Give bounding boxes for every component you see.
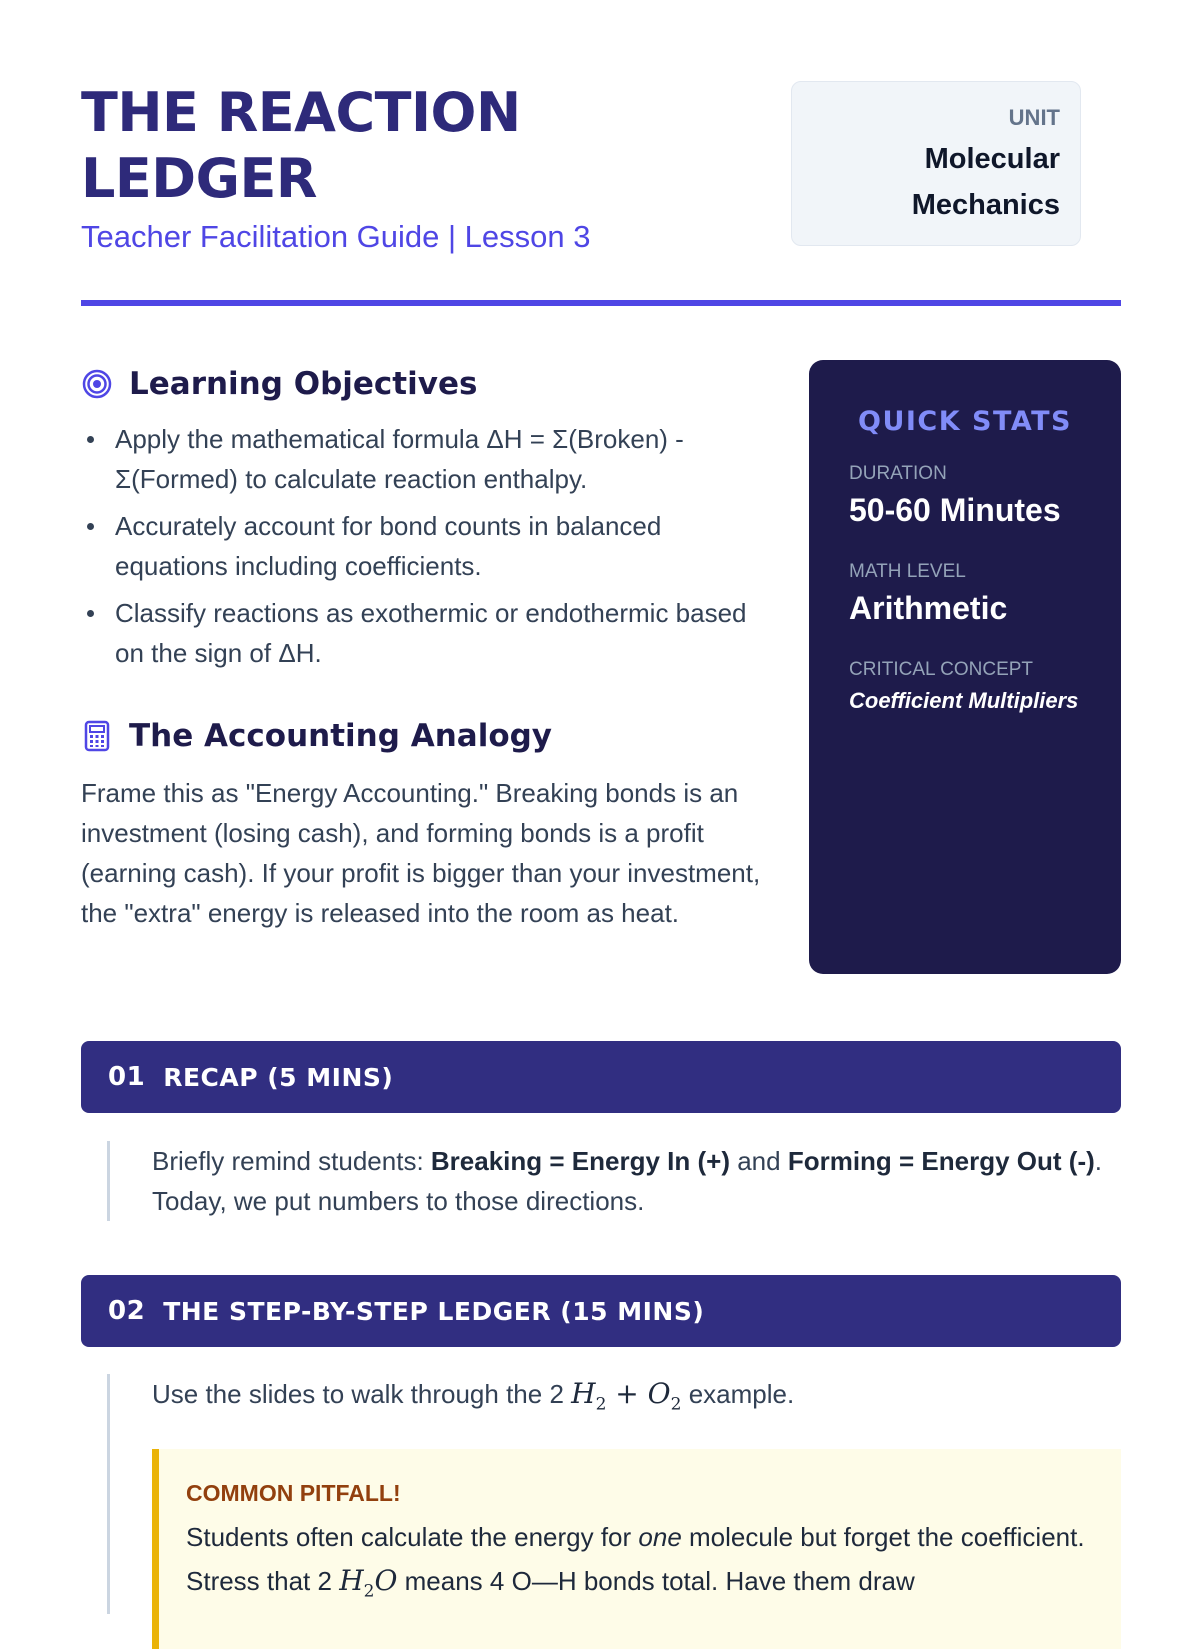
stat-label-math-level: MATH LEVEL xyxy=(849,561,966,582)
pitfall-equation xyxy=(339,1564,398,1602)
pitfall-callout xyxy=(152,1449,1121,1649)
recap-text xyxy=(152,1141,1121,1221)
section-title: RECAP (5 MINS) xyxy=(163,1062,394,1092)
analogy-heading-text: The Accounting Analogy xyxy=(129,718,553,754)
unit-value-line-1: Molecular xyxy=(924,143,1060,175)
target-icon xyxy=(81,368,113,400)
equation-o: O xyxy=(647,1377,671,1410)
equation-sub-1: 2 xyxy=(595,1394,607,1415)
ledger-body xyxy=(107,1374,1121,1614)
recap-body xyxy=(107,1141,1121,1221)
pitfall-equation-sub: 2 xyxy=(363,1581,375,1602)
section-number: 02 xyxy=(108,1296,146,1326)
title-line-2: LEDGER xyxy=(81,147,317,210)
ledger-text xyxy=(152,1374,1121,1425)
pitfall-equation-o: O xyxy=(374,1564,398,1597)
section-title: THE STEP-BY-STEP LEDGER (15 MINS) xyxy=(163,1296,705,1326)
section-band-ledger xyxy=(81,1275,1121,1347)
page-title xyxy=(81,80,701,212)
section-band-recap xyxy=(81,1041,1121,1113)
pitfall-text-2: molecule but forget the coefficient. Stress that xyxy=(186,1522,1085,1596)
recap-bold-forming: Forming = Energy Out (-) xyxy=(787,1146,1095,1176)
pitfall-text-3: means 4 O—H bonds total. Have them draw xyxy=(397,1566,915,1596)
equation xyxy=(571,1377,682,1415)
pitfall-equation-h: H xyxy=(339,1564,364,1597)
stat-label-duration: DURATION xyxy=(849,463,947,484)
stat-label-critical-concept: CRITICAL CONCEPT xyxy=(849,659,1034,680)
objectives-heading xyxy=(81,362,781,406)
equation-plus: + xyxy=(606,1377,648,1410)
header-divider xyxy=(81,300,1121,306)
objectives-list xyxy=(81,419,761,680)
ledger-coef: 2 xyxy=(549,1379,564,1409)
unit-card xyxy=(791,81,1081,246)
stat-value-critical-concept: Coefficient Multipliers xyxy=(849,688,1079,713)
unit-label: UNIT xyxy=(1008,105,1060,130)
ledger-text-pre: Use the slides to walk through the xyxy=(152,1379,550,1409)
pitfall-coef: 2 xyxy=(317,1566,332,1596)
pitfall-text-1: Students often calculate the energy for xyxy=(186,1522,639,1552)
recap-bold-breaking: Breaking = Energy In (+) xyxy=(430,1146,730,1176)
objectives-heading-text: Learning Objectives xyxy=(129,366,478,402)
analogy-text: Frame this as "Energy Accounting." Breaking bonds is an investment (losing cash), and forming bonds is a profit (earning cash). If your profit is bigger than your investment, the "extra" energy is released into the room as heat. xyxy=(81,778,761,928)
ledger-text-post: example. xyxy=(681,1379,795,1409)
analogy-heading xyxy=(81,714,781,758)
quick-stats-title: QUICK STATS xyxy=(858,406,1072,437)
stat-value-duration: 50-60 Minutes xyxy=(849,492,1061,528)
pitfall-emphasis: one xyxy=(638,1522,682,1552)
pitfall-label: COMMON PITFALL! xyxy=(186,1480,401,1506)
list-item: Classify reactions as exothermic or endothermic based on the sign of ΔH. xyxy=(81,593,761,673)
page-subtitle: Teacher Facilitation Guide | Lesson 3 xyxy=(81,219,591,254)
recap-text-pre: Briefly remind students: xyxy=(152,1146,431,1176)
equation-h: H xyxy=(571,1377,596,1410)
stat-value-math-level: Arithmetic xyxy=(849,590,1008,626)
pitfall-text xyxy=(186,1515,1097,1614)
list-item: Apply the mathematical formula ΔH = Σ(Broken) - Σ(Formed) to calculate reaction enthalpy. xyxy=(81,419,761,499)
equation-sub-2: 2 xyxy=(670,1394,682,1415)
quick-stats-panel xyxy=(809,360,1121,974)
list-item: Accurately account for bond counts in balanced equations including coefficients. xyxy=(81,506,761,586)
title-line-1: THE REACTION xyxy=(81,81,521,144)
recap-text-post: . Today, we put numbers to those directions. xyxy=(152,1146,1102,1216)
unit-value-line-2: Mechanics xyxy=(911,189,1060,221)
recap-text-mid: and xyxy=(729,1146,788,1176)
section-number: 01 xyxy=(108,1062,146,1092)
calculator-icon xyxy=(81,720,113,752)
